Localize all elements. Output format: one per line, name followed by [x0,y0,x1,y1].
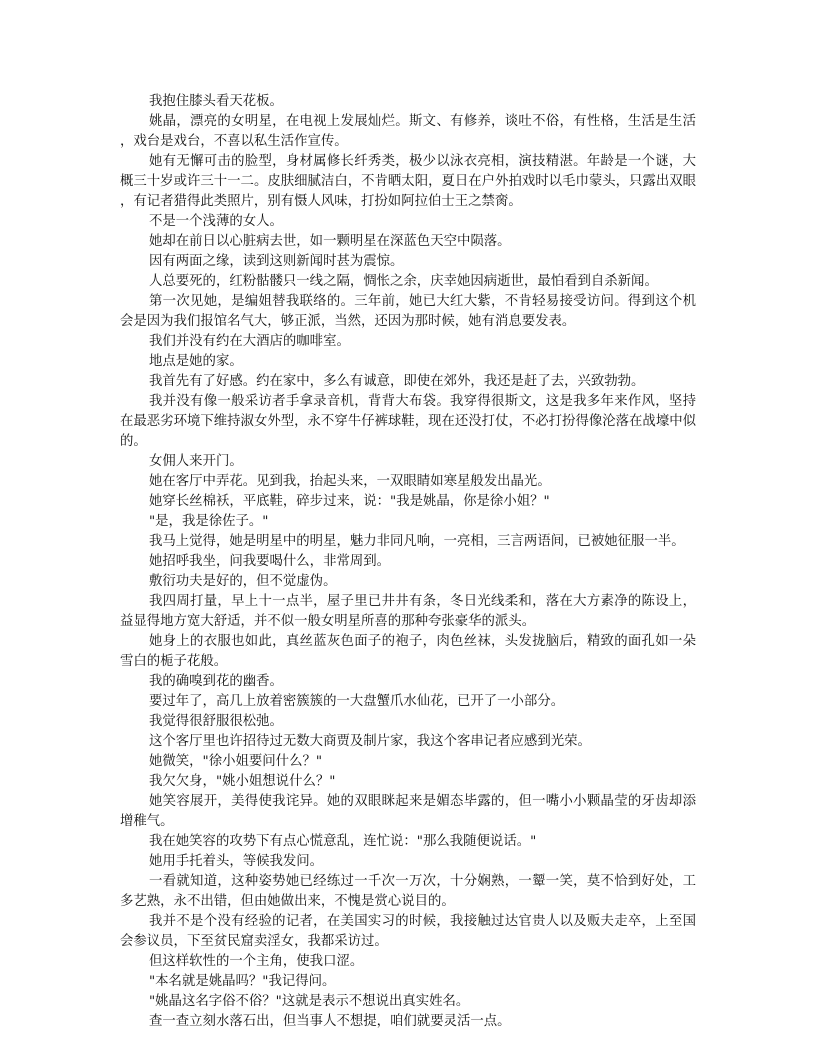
paragraph: 我在她笑容的攻势下有点心慌意乱，连忙说："那么我随便说话。" [149,834,537,849]
paragraph: 我并不是个没有经验的记者，在美国实习的时候，我接触过达官贵人以及贩夫走卒，上至国会参议员，下至贫民窟卖淫女，我都采访过。 [120,914,696,949]
paragraph: 她穿长丝棉袄，平底鞋，碎步过来，说："我是姚晶，你是徐小姐？" [149,494,550,509]
paragraph: 因有两面之缘，读到这则新闻时甚为震惊。 [149,254,404,269]
paragraph: 一看就知道，这种姿势她已经练过一千次一万次，十分娴熟，一颦一笑，莫不恰到好处，工多艺熟，永不出错，但由她做出来，不愧是赏心说目的。 [120,874,696,909]
paragraph: 她笑容展开，美得使我诧异。她的双眼眯起来是媚态毕露的，但一嘴小小颗晶莹的牙齿却添增稚气。 [120,794,696,829]
paragraph: 敷衍功夫是好的，但不觉虚伪。 [149,574,337,589]
paragraph: 她身上的衣服也如此，真丝蓝灰色面子的袍子，肉色丝袜，头发拢脑后，精致的面孔如一朵雪白的栀子花般。 [120,634,696,669]
paragraph: 要过年了，高几上放着密簇簇的一大盘蟹爪水仙花，已开了一小部分。 [149,694,565,709]
paragraph: 她在客厅中弄花。见到我，抬起头来，一双眼睛如寒星般发出晶光。 [149,474,551,489]
paragraph: 她却在前日以心脏病去世，如一颗明星在深蓝色天空中陨落。 [149,234,511,249]
paragraph: 查一查立刻水落石出，但当事人不想提，咱们就要灵活一点。 [149,1014,511,1029]
paragraph: 第一次见她，是编姐替我联络的。三年前，她已大红大紫，不肯轻易接受访问。得到这个机会是因为我们报馆名气大，够正派，当然，还因为那时候，她有消息要发表。 [120,294,696,329]
paragraph: 人总要死的，红粉骷髅只一线之隔，惆怅之余，庆幸她因病逝世，最怕看到自杀新闻。 [149,274,658,289]
paragraph: 女佣人来开门。 [149,454,243,469]
paragraph: 我的确嗅到花的幽香。 [149,674,283,689]
paragraph: "本名就是姚晶吗？"我记得问。 [149,974,336,989]
paragraph: 我觉得很舒服很松弛。 [149,714,283,729]
paragraph: 她招呼我坐，问我要喝什么，非常周到。 [149,554,391,569]
paragraph: 姚晶，漂亮的女明星，在电视上发展灿烂。斯文、有修养，谈吐不俗，有性格，生活是生活，戏台是戏台，不喜以私生活作宣传。 [120,114,696,149]
paragraph: 我欠欠身，"姚小姐想说什么？" [149,774,336,789]
paragraph: 但这样软性的一个主角，使我口涩。 [149,954,364,969]
document-body [120,92,696,1032]
paragraph: 地点是她的家。 [149,354,243,369]
paragraph: "姚晶这名字俗不俗？"这就是表示不想说出真实姓名。 [149,994,470,1009]
paragraph: 我并没有像一般采访者手拿录音机，背背大布袋。我穿得很斯文，这是我多年来作风，坚持在最恶劣环境下维持淑女外型，永不穿牛仔裤球鞋，现在还没打仗，不必打扮得像沦落在战壕中似的。 [120,394,696,449]
paragraph: 我四周打量，早上十一点半，屋子里已井井有条，冬日光线柔和，落在大方素净的陈设上，益显得地方宽大舒适，并不似一般女明星所喜的那种夸张豪华的派头。 [120,594,696,629]
paragraph: 我马上觉得，她是明星中的明星，魅力非同凡响，一亮相，三言两语间，已被她征服一半。 [149,534,685,549]
paragraph: 我们并没有约在大酒店的咖啡室。 [149,334,350,349]
document-page [120,92,696,1032]
paragraph: 我首先有了好感。约在家中，多么有诚意，即使在郊外，我还是赶了去，兴致勃勃。 [149,374,645,389]
paragraph: 她微笑，"徐小姐要问什么？" [149,754,323,769]
paragraph: 不是一个浅薄的女人。 [149,214,283,229]
paragraph: 她有无懈可击的脸型，身材属修长纤秀类，极少以泳衣亮相，演技精湛。年龄是一个谜，大概三十岁或许三十一二。皮肤细腻洁白，不肯晒太阳，夏日在户外拍戏时以毛巾蒙头，只露出双眼，有记者猎得此类照片，别有慑人风味，打扮如阿拉伯士王之禁脔。 [120,154,696,209]
paragraph: 我抱住膝头看天花板。 [149,94,283,109]
paragraph: 这个客厅里也许招待过无数大商贾及制片家，我这个客串记者应感到光荣。 [149,734,591,749]
paragraph: 她用手托着头，等候我发问。 [149,854,324,869]
paragraph: "是，我是徐佐子。" [149,514,269,529]
